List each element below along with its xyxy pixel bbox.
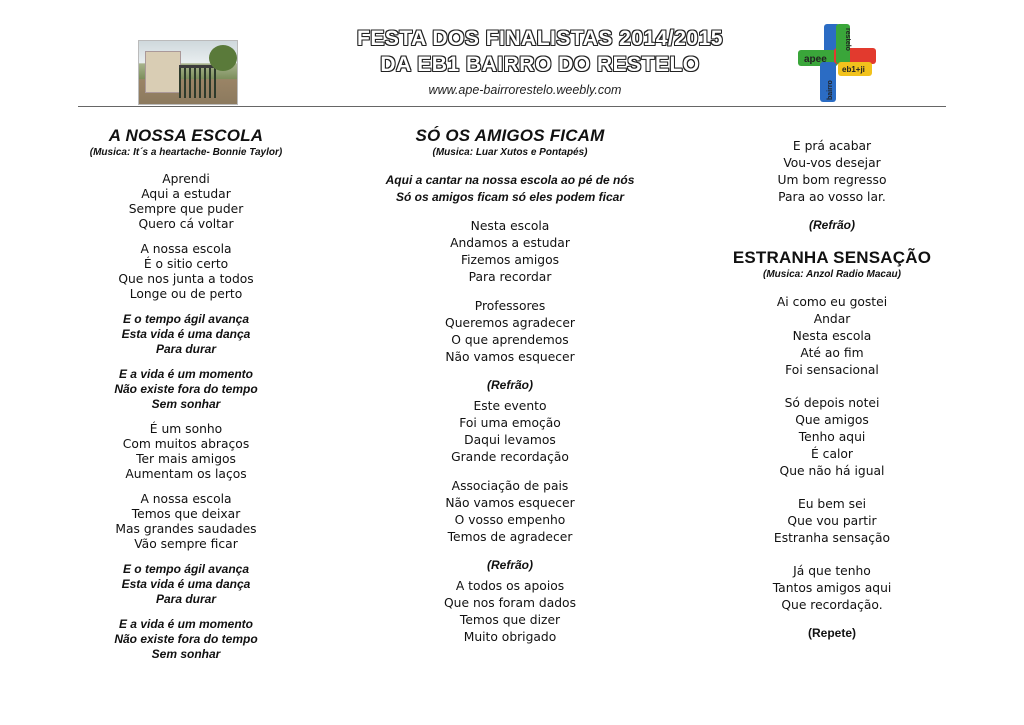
refrao-marker: (Refrão) bbox=[808, 218, 855, 232]
lyric-line: A nossa escola bbox=[140, 242, 232, 256]
stanza bbox=[40, 242, 332, 302]
stanza bbox=[40, 172, 332, 232]
chorus-line: Para durar bbox=[155, 592, 217, 606]
lyric-line: Mas grandes saudades bbox=[115, 522, 257, 536]
intro-line: Só os amigos ficam só eles podem ficar bbox=[395, 190, 625, 204]
lyric-line: Estranha sensação bbox=[773, 531, 891, 545]
logo-text-eb1ji: eb1+ji bbox=[842, 65, 865, 74]
chorus-line: Esta vida é uma dança bbox=[121, 327, 251, 341]
lyric-line: Temos que dizer bbox=[459, 613, 561, 627]
chorus-line: E a vida é um momento bbox=[118, 367, 254, 381]
song-title: ESTRANHA SENSAÇÃO bbox=[732, 248, 932, 267]
intro-line: Aqui a cantar na nossa escola ao pé de nós bbox=[385, 173, 635, 187]
refrao-marker: (Refrão) bbox=[486, 558, 533, 572]
lyric-line: Já que tenho bbox=[793, 564, 871, 578]
stanza bbox=[40, 422, 332, 482]
school-gate-shape bbox=[179, 65, 217, 98]
repete-marker: (Repete) bbox=[807, 626, 856, 640]
stanza bbox=[356, 478, 664, 546]
school-photo bbox=[138, 40, 238, 105]
lyric-line: Aprendi bbox=[162, 172, 210, 186]
lyric-line: Um bom regresso bbox=[777, 173, 887, 187]
lyric-line: Professores bbox=[474, 299, 546, 313]
lyric-line: Não vamos esquecer bbox=[445, 350, 575, 364]
page-header bbox=[0, 0, 1024, 108]
logo-text-apee: apee bbox=[804, 54, 827, 65]
intro bbox=[356, 172, 664, 206]
stanza bbox=[356, 578, 664, 646]
lyric-line: É um sonho bbox=[149, 422, 223, 436]
stanza bbox=[356, 218, 664, 286]
lyric-line: Tantos amigos aqui bbox=[772, 581, 892, 595]
lyric-line: Aumentam os laços bbox=[125, 467, 247, 481]
stanza bbox=[356, 298, 664, 366]
lyric-line: Para ao vosso lar. bbox=[778, 190, 886, 204]
lyric-line: É o sitio certo bbox=[143, 257, 229, 271]
lyric-line: Grande recordação bbox=[451, 450, 569, 464]
stanza bbox=[690, 138, 974, 206]
chorus-line: Para durar bbox=[155, 342, 217, 356]
lyric-line: Vão sempre ficar bbox=[134, 537, 238, 551]
lyric-line: Este evento bbox=[473, 399, 547, 413]
song-title: A NOSSA ESCOLA bbox=[108, 126, 264, 145]
lyric-line: Andamos a estudar bbox=[450, 236, 570, 250]
song-credit: (Musica: It´s a heartache- Bonnie Taylor) bbox=[89, 147, 283, 158]
apee-restelo-logo bbox=[796, 22, 878, 104]
stanza bbox=[40, 492, 332, 552]
lyric-line: Aqui a estudar bbox=[141, 187, 231, 201]
stanza bbox=[690, 496, 974, 547]
lyric-line: E prá acabar bbox=[792, 139, 872, 153]
refrao-marker: (Refrão) bbox=[486, 378, 533, 392]
lyric-line: O que aprendemos bbox=[451, 333, 569, 347]
logo-text-restelo: restelo bbox=[844, 28, 851, 51]
lyric-line: Nesta escola bbox=[792, 329, 872, 343]
chorus-line: Sem sonhar bbox=[151, 397, 221, 411]
lyric-line: Ter mais amigos bbox=[136, 452, 236, 466]
lyric-line: O vosso empenho bbox=[454, 513, 566, 527]
chorus-line: E o tempo ágil avança bbox=[122, 312, 250, 326]
lyric-line: Temos de agradecer bbox=[447, 530, 573, 544]
lyric-line: Que nos junta a todos bbox=[118, 272, 254, 286]
lyric-line: Temos que deixar bbox=[131, 507, 241, 521]
stanza bbox=[690, 395, 974, 480]
event-title-line-2: DA EB1 BAIRRO DO RESTELO bbox=[380, 53, 700, 76]
lyric-line: Que recordação. bbox=[781, 598, 883, 612]
lyric-line: Eu bem sei bbox=[797, 497, 867, 511]
lyric-line: A todos os apoios bbox=[455, 579, 565, 593]
chorus-line: Não existe fora do tempo bbox=[114, 382, 258, 396]
lyric-line: Tenho aqui bbox=[798, 430, 866, 444]
lyric-line: Foi sensacional bbox=[785, 363, 879, 377]
lyric-line: Até ao fim bbox=[800, 346, 864, 360]
lyric-line: Que vou partir bbox=[787, 514, 877, 528]
song-credit: (Musica: Luar Xutos e Pontapés) bbox=[432, 147, 588, 158]
song-credit: (Musica: Anzol Radio Macau) bbox=[763, 269, 901, 280]
lyric-line: Associação de pais bbox=[451, 479, 569, 493]
chorus bbox=[40, 617, 332, 662]
chorus bbox=[40, 367, 332, 412]
logo-text-bairro: bairro bbox=[827, 80, 834, 100]
lyric-line: Que amigos bbox=[795, 413, 869, 427]
lyric-line: Quero cá voltar bbox=[138, 217, 234, 231]
lyric-line: Sempre que puder bbox=[128, 202, 244, 216]
chorus-line: Sem sonhar bbox=[151, 647, 221, 661]
chorus-line: Esta vida é uma dança bbox=[121, 577, 251, 591]
lyric-line: É calor bbox=[811, 447, 853, 461]
tree-shape bbox=[209, 45, 237, 71]
stanza bbox=[690, 294, 974, 379]
lyric-line: Andar bbox=[813, 312, 851, 326]
stanza bbox=[356, 398, 664, 466]
lyric-line: Ai como eu gostei bbox=[776, 295, 888, 309]
lyric-line: Só depois notei bbox=[784, 396, 880, 410]
website-url: www.ape-bairrorestelo.weebly.com bbox=[428, 83, 622, 97]
lyric-line: A nossa escola bbox=[140, 492, 232, 506]
lyric-line: Que não há igual bbox=[779, 464, 885, 478]
lyric-line: Longe ou de perto bbox=[129, 287, 243, 301]
chorus bbox=[40, 562, 332, 607]
lyric-line: Vou-vos desejar bbox=[783, 156, 881, 170]
lyric-line: Foi uma emoção bbox=[459, 416, 561, 430]
song-so-os-amigos-ficam bbox=[356, 126, 664, 658]
lyric-line: Com muitos abraços bbox=[122, 437, 250, 451]
chorus-line: E a vida é um momento bbox=[118, 617, 254, 631]
lyric-line: Daqui levamos bbox=[464, 433, 556, 447]
song-title: SÓ OS AMIGOS FICAM bbox=[415, 126, 605, 145]
chorus bbox=[40, 312, 332, 357]
event-title-line-1: FESTA DOS FINALISTAS 2014/2015 bbox=[357, 27, 723, 50]
column-three bbox=[690, 138, 974, 640]
lyric-line: Queremos agradecer bbox=[445, 316, 575, 330]
header-divider bbox=[78, 106, 946, 107]
lyric-line: Que nos foram dados bbox=[444, 596, 576, 610]
lyric-line: Muito obrigado bbox=[463, 630, 557, 644]
lyric-line: Fizemos amigos bbox=[460, 253, 560, 267]
lyric-line: Nesta escola bbox=[470, 219, 550, 233]
song-a-nossa-escola bbox=[40, 126, 332, 672]
lyric-line: Para recordar bbox=[468, 270, 552, 284]
chorus-line: Não existe fora do tempo bbox=[114, 632, 258, 646]
stanza bbox=[690, 563, 974, 614]
lyric-line: Não vamos esquecer bbox=[445, 496, 575, 510]
chorus-line: E o tempo ágil avança bbox=[122, 562, 250, 576]
school-building-shape bbox=[145, 51, 181, 93]
